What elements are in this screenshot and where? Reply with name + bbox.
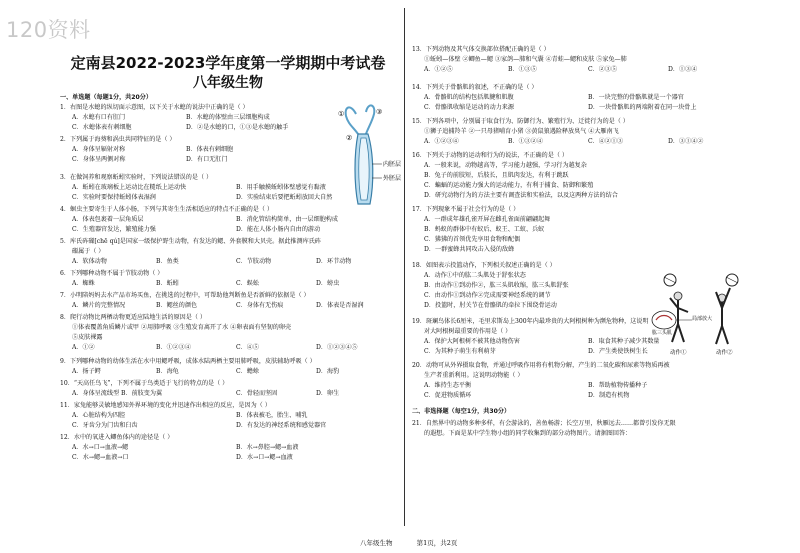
q17-option-c: C．狒狒的首领优先享用食物和配偶	[424, 236, 521, 243]
q2-stem: 2．下列属于海葵和涡虫共同特征的是（ ）	[60, 136, 176, 143]
q18-option-b: B．由动作①到动作②，肱三头肌收缩，肱三头肌舒张	[424, 282, 569, 289]
q9-option-b: B．海龟	[156, 368, 179, 375]
q21-text-cont: 的遐想。下面是某中学生物小组的同学收集到的部分动物图片。请据图回答：	[424, 430, 632, 437]
q14-option-c: C．骨骼肌收缩是运动的动力来源	[424, 104, 514, 111]
q20-stem-cont: 生产者重新利用。这说明动物能（ ）	[424, 372, 524, 379]
q19-option-c: C．为其种子萌生有利萌芽	[424, 348, 496, 355]
q13-option-d: D．①③④	[668, 66, 698, 73]
q9-stem: 9．下列哪种动物的幼体生活在水中用鳃呼吸，成体水陆两栖主要用肺呼吸，皮肤辅助呼吸（ ）	[60, 358, 316, 365]
q6-option-a: A．蜘蛛	[72, 280, 95, 287]
q7-option-a: A．鳞片的完整情况	[72, 302, 126, 309]
q17-option-a: A．一群成年雄孔雀开屏在雌孔雀面前翩翩起舞	[424, 216, 551, 223]
q20-option-d: D．制造有机物	[588, 392, 630, 399]
q3-option-d: D．实验结束后要把蚯蚓放回大自然	[236, 194, 333, 201]
q8-stem: 8．爬行动物比两栖动物更适应陆地生活的原因是（ ）	[60, 314, 206, 321]
q6-option-c: C．蜈蚣	[236, 280, 259, 287]
q13-items: ①蚯蚓—体壁 ②鲫鱼—鳃 ③家鸽—肺和气囊 ④青蛙—鳃和皮肤 ⑤家兔—肺	[424, 56, 627, 63]
footer-subject: 八年级生物	[360, 539, 393, 547]
column-divider	[404, 8, 405, 526]
q13-stem: 13．下列动物及其气体交换部位搭配正确的是（ ）	[412, 46, 550, 53]
q14-stem: 14．下列关于骨骼肌的叙述，不正确的是（ ）	[412, 84, 538, 91]
q5-option-d: D．环节动物	[316, 258, 352, 265]
q20-option-c: C．促进物质循环	[424, 392, 472, 399]
q1-stem: 1．右图是水螅的纵切面示意图，以下关于水螅的说法中正确的是（ ）	[60, 104, 249, 111]
q17-option-d: D．一群蜜蜂共同攻击入侵的敌蜂	[424, 246, 515, 253]
q15-option-b: B．①③②④	[508, 138, 543, 145]
hydra-label-outer: 外胚层	[383, 175, 402, 182]
q17-stem: 17．下列现象不属于社会行为的是（ ）	[412, 206, 520, 213]
q10-option-c: C．骨轻而坚固	[236, 390, 278, 397]
q3-option-a: A．蚯蚓在玻璃板上运动比在糙纸上运动快	[72, 184, 187, 191]
q19-option-b: B．取食其种子减少其数量	[588, 338, 660, 345]
exam-title: 定南县2022-2023学年度第一学期期中考试卷	[70, 54, 386, 72]
q20-option-a: A．维持生态平衡	[424, 382, 472, 389]
q8-option-b: B．①②③④	[156, 344, 191, 351]
q16-option-a: A．一般来说，动物越高等，学习能力越强，学习行为越复杂	[424, 162, 587, 169]
q17-option-b: B．蚂蚁的群体中有蚁后、蚁王、工蚁、兵蚁	[424, 226, 545, 233]
q8-option-c: C．④⑤	[236, 344, 259, 351]
q3-stem: 3．在做饲养和观察蚯蚓实验时，下列说法错误的是（ ）	[60, 174, 213, 181]
q18-option-a: A．动作①中的肱二头肌处于舒张状态	[424, 272, 526, 279]
q7-option-b: B．鳃丝的颜色	[156, 302, 198, 309]
q4-option-b: B．消化管结构简单，由一层细胞构成	[236, 216, 338, 223]
q7-option-d: D．体表是否湿润	[316, 302, 364, 309]
q4-option-d: D．能在人体小肠内自由的游动	[236, 226, 321, 233]
q15-option-d: D．③①④②	[668, 138, 704, 145]
q6-stem: 6．下列哪种动物不属于节肢动物（ ）	[60, 270, 164, 277]
q8-items: ①体表覆盖角质鳞片或甲 ②用肺呼吸 ③生殖发育离开了水 ④卵表面有坚韧的卵壳	[72, 324, 292, 331]
footer-page: 第1页，共2页	[416, 539, 458, 547]
q6-option-d: D．螃虫	[316, 280, 340, 287]
q8-option-d: D．①②③④⑤	[316, 344, 358, 351]
q8-items-cont: ⑤皮肤裸露	[72, 334, 103, 341]
q16-option-b: B．兔子的前肢短，后肢长，且肌肉发达，有利于跳跃	[424, 172, 569, 179]
label-action-1: 动作①	[670, 350, 687, 356]
q11-option-c: C．牙齿分为门齿和臼齿	[72, 422, 138, 429]
q12-option-b: B．水→鼻腔→鳃→血液	[236, 444, 299, 451]
q5-stem: 5．库氏砗磲[chē qú]是国家一级保护野生动物，有发达的鳃、外套膜和大贝壳。据此推测库氏砗	[60, 238, 321, 245]
q2-option-a: A．身体呈辐射对称	[72, 146, 126, 153]
q15-option-a: A．①②③④	[424, 138, 459, 145]
label-zoom: 局部放大	[692, 316, 713, 322]
q5-stem-cont: 磲属于（ ）	[72, 248, 105, 255]
q1-option-a: A．水螅有口有肛门	[72, 114, 126, 121]
q19-stem: 19．斑斓鸟体长6厘米，毛里求斯岛上300年内最珍贵的大阿根树种为濒危物种，这说明	[412, 318, 649, 325]
q11-option-b: B．体表被毛，胎生、哺乳	[236, 412, 308, 419]
page-footer	[360, 538, 479, 547]
q9-option-d: D．海豹	[316, 368, 340, 375]
hydra-label-2: ②	[346, 134, 353, 142]
hydra-label-1: ①	[338, 110, 345, 118]
q4-stem: 4．蛔虫主要寄生于人体小肠，下列与其寄生生活相适应的特点不正确的是（ ）	[60, 206, 274, 213]
q20-option-b: B．帮助植物传播种子	[588, 382, 648, 389]
hydra-label-inner: 内胚层	[383, 161, 402, 168]
q2-option-c: C．身体呈两侧对称	[72, 156, 126, 163]
q16-option-d: D．研究动物行为的方法主要有调查法和实验法，以及这两种方法的结合	[424, 192, 618, 199]
q10-option-ab: A．身体呈流线型 B．前肢变为翼	[72, 390, 163, 397]
basketball-figure	[648, 268, 746, 356]
q18-stem: 18．如图表示投篮动作，下列相关叙述正确的是（ ）	[412, 262, 556, 269]
section-2-heading: 二、非选择题（每空1分，共30分）	[412, 408, 511, 415]
q3-option-c: C．实验时要保持蚯蚓体表湿润	[72, 194, 156, 201]
q1-option-d: D．②是水螅的口，①③是水螅的触手	[186, 124, 289, 131]
q11-option-a: A．心脏结构为四腔	[72, 412, 126, 419]
q2-option-d: D．有口无肛门	[186, 156, 228, 163]
q13-option-a: A．①②⑤	[424, 66, 453, 73]
q1-option-c: C．水螅体表有刺细胞	[72, 124, 132, 131]
q7-stem: 7．小明陪妈妈去水产品市场买鱼，在挑选的过程中，可帮助他判断鱼是否新鲜的依据是（ ）	[60, 292, 310, 299]
q5-option-a: A．软体动物	[72, 258, 107, 265]
q16-stem: 16．下列关于动物的运动和行为的说法，不正确的是（ ）	[412, 152, 568, 159]
hydra-figure	[336, 104, 406, 214]
q14-option-d: D．一块骨骼肌的两端附着在同一块骨上	[588, 104, 697, 111]
q6-option-b: B．蚯蚓	[156, 280, 179, 287]
q7-option-c: C．身体有无伤痕	[236, 302, 284, 309]
q18-option-c: C．由动作①到动作②完成需要神经系统的调节	[424, 292, 551, 299]
q8-option-a: A．①②	[72, 344, 95, 351]
q18-option-d: D．投篮时，肘关节在骨骼肌的牵拉下围绕骨运动	[424, 302, 557, 309]
q14-option-a: A．骨骼肌的结构包括肌腱和肌腹	[424, 94, 514, 101]
q13-option-b: B．①③⑤	[508, 66, 537, 73]
watermark: 120资料	[6, 18, 91, 42]
q1-option-b: B．水螅的体壁由三层细胞构成	[186, 114, 270, 121]
q4-option-a: A．体表包裹着一层角质层	[72, 216, 144, 223]
section-1-heading: 一、单选题（每题1分，共20分）	[60, 94, 152, 101]
q10-option-d: D．卵生	[316, 390, 340, 397]
label-action-2: 动作②	[716, 350, 733, 356]
q12-option-d: D．水→口→鳃→血液	[236, 454, 293, 461]
q19-stem-cont: 对大阿根树最重要的作用是（ ）	[424, 328, 512, 335]
exam-subtitle: 八年级生物	[193, 75, 263, 91]
label-triceps: 肱三头肌	[652, 330, 673, 336]
q21-text: 21．自然界中的动物多种多样，有会游泳的，善鱼畅游；长空万里，秋雁远去……都曾引发你无限	[412, 420, 676, 427]
q11-stem: 11．家兔能够灵敏地感知外界环境的变化并迅速作出相应的反应，是因为（ ）	[60, 402, 271, 409]
q13-option-c: C．②③⑤	[588, 66, 618, 73]
q12-option-a: A．水→口→血液→鳃	[72, 444, 129, 451]
q14-option-b: B．一块完整的骨骼肌就是一个器官	[588, 94, 684, 101]
q20-stem: 20．动物可从外界摄取食物，并通过呼吸作用将有机物分解，产生的二氧化碳和尿素等物质再被	[412, 362, 670, 369]
q9-option-c: C．蟾蜍	[236, 368, 259, 375]
q3-option-b: B．用手触摸蚯蚓体壁感觉有黏液	[236, 184, 326, 191]
q15-option-c: C．④②①③	[588, 138, 624, 145]
q12-stem: 12．水中的氧进入鲫鱼体内的途径是（ ）	[60, 434, 174, 441]
q5-option-b: B．鱼类	[156, 258, 179, 265]
q11-option-d: D．有发达的神经系统和感觉器官	[236, 422, 327, 429]
hydra-label-3: ③	[376, 108, 383, 116]
q12-option-c: C．水→鳃→血液→口	[72, 454, 129, 461]
q2-option-b: B．体表有刺细胞	[186, 146, 234, 153]
q9-option-a: A．扬子鳄	[72, 368, 101, 375]
q5-option-c: C．节肢动物	[236, 258, 272, 265]
q4-option-c: C．生殖器官发达，繁殖能力强	[72, 226, 156, 233]
q10-stem: 10．“天高任鸟飞”，下列不属于鸟类适于飞行的特点的是（ ）	[60, 380, 229, 387]
q15-items: ①狮子追捕羚羊 ②一只母猪哺育小猪 ③黄鼠狼遇险释放臭气 ④大雁南飞	[424, 128, 619, 135]
q19-option-d: D．产生类使铁树生长	[588, 348, 648, 355]
q16-option-c: C．蝙蝠的运动能力强大的运动能力，有利于捕食、防御和繁殖	[424, 182, 594, 189]
q19-option-a: A．保护大阿根树不被其他动物伤害	[424, 338, 520, 345]
q15-stem: 15．下列各项中，分别属于取食行为、防御行为、繁殖行为、迁徙行为的是（ ）	[412, 118, 629, 125]
